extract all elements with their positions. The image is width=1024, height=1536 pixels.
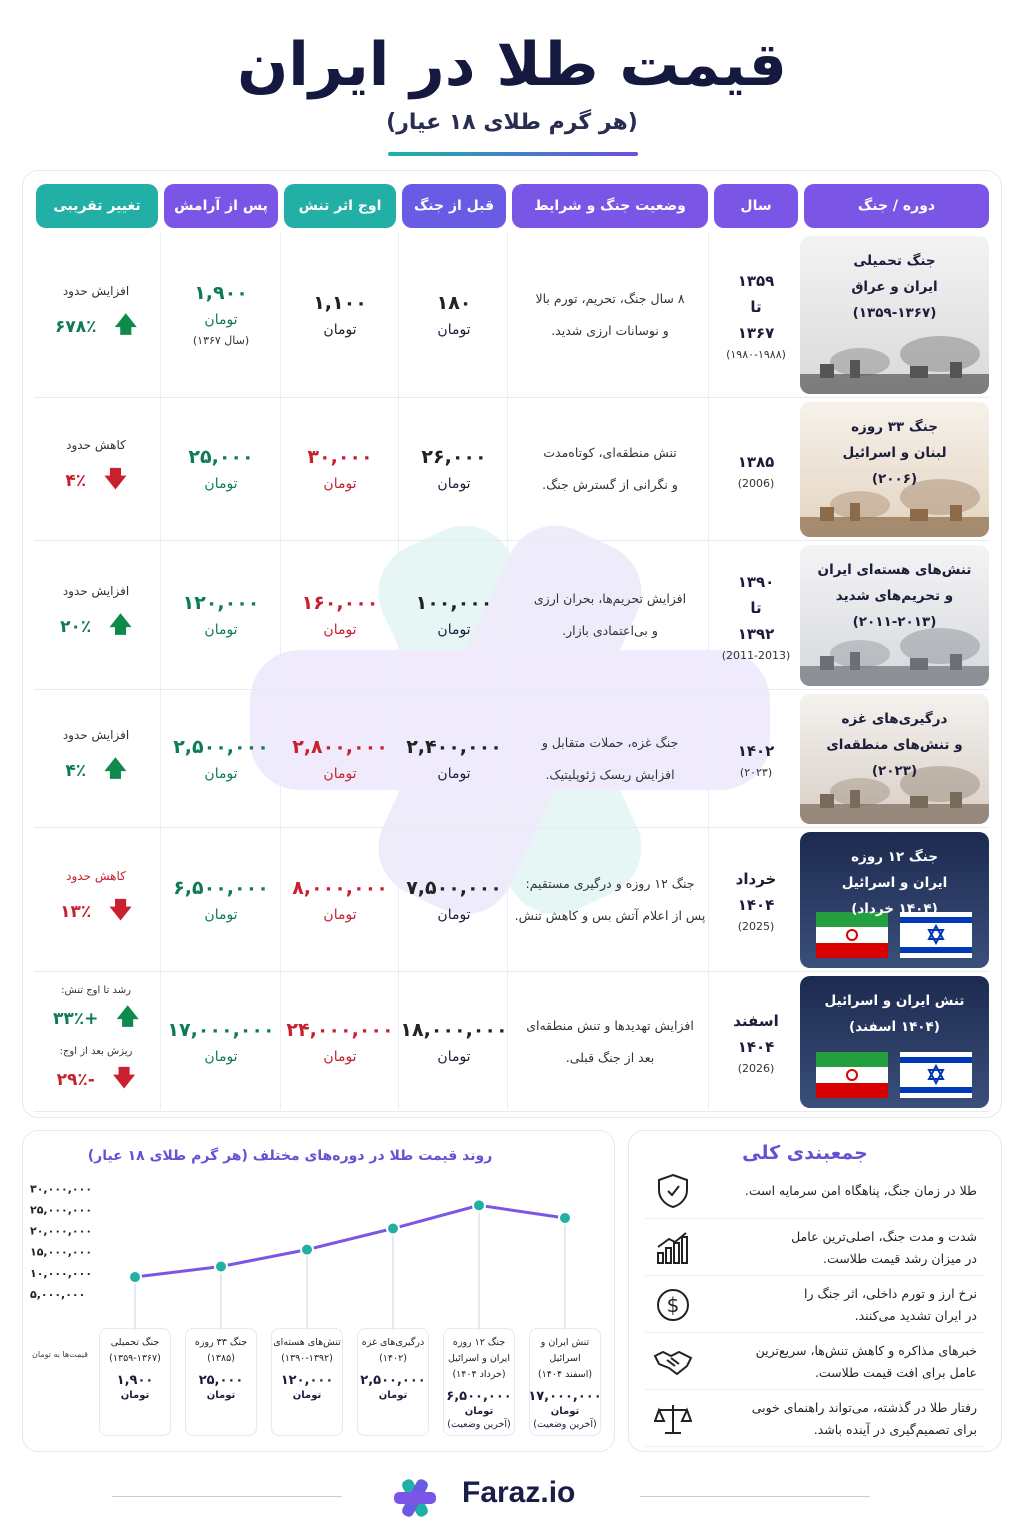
era-card [800,545,989,686]
chart-ylabel: قیمت‌ها به تومان [32,1350,88,1359]
category-unit: تومان [378,1390,408,1401]
year-gregorian: (۲۰۲۳) [739,766,773,779]
peak-price: ۱۶۰,۰۰۰ [301,592,379,614]
shield-icon [653,1171,693,1211]
faraz-logo-icon [392,1476,438,1520]
peak-price: ۳۰,۰۰۰ [307,446,373,468]
era-name: تنش ایران و اسرائیل (۱۴۰۴ اسفند) [824,993,965,1035]
scale-icon [653,1399,693,1439]
conditions-cell [512,972,708,1111]
header-change: تغییر تقریبی [36,184,158,228]
before-cell [400,398,508,540]
after-cell [162,690,280,827]
category-unit: تومان [206,1390,236,1401]
header-conditions: وضعیت جنگ و شرایط [512,184,708,228]
peak-price: ۸,۰۰۰,۰۰۰ [292,876,388,899]
category-name: تنش ایران و اسرائیل (اسفند ۱۴۰۴) [537,1337,593,1380]
conditions-text: جنگ ۱۲ روزه و درگیری مستقیم: پس از اعلام آتش بس و کاهش تنش. [514,875,706,923]
year-cell [714,690,798,827]
change-value: 🡅 ۴٪ [65,752,126,790]
table-row [34,972,989,1112]
unit-label: تومان [323,1048,357,1065]
change-label: افزایش حدود [62,727,130,742]
handshake-icon [653,1342,693,1382]
unit-label: تومان [437,765,471,782]
summary-title: جمعبندی کلی [742,1142,868,1164]
category-price: ۲۵,۰۰۰ [198,1373,244,1388]
category-name: تنش‌های هسته‌ای (۱۳۹۰-۱۳۹۲) [273,1337,341,1364]
table-row [34,690,989,828]
era-name: جنگ ۳۳ روزه لبنان و اسرائیل (۲۰۰۶) [842,419,947,487]
year-cell [714,541,798,689]
table-row [34,232,989,398]
unit-label: تومان [323,622,357,638]
era-card [800,832,989,968]
change-cell [34,232,158,397]
after-cell [162,232,280,397]
before-cell [400,232,508,397]
arrow-down-icon: 🡇 [104,467,127,492]
conditions-cell [512,690,708,827]
change-value: 🡅 +۳۳٪ [53,1000,139,1038]
summary-item [645,1391,985,1447]
year-cell [714,972,798,1111]
y-tick-label: ۳۰,۰۰۰,۰۰۰ [30,1182,93,1196]
before-cell [400,972,508,1111]
change-cell [34,398,158,540]
table-row [34,828,989,972]
category-card [99,1328,171,1436]
category-card [185,1328,257,1436]
summary-text: خبرهای مذاکره و کاهش تنش‌ها، سریع‌ترین عامل برای افت قیمت طلاست. [755,1342,977,1380]
change-cell [34,690,158,827]
arrow-up-icon: 🡅 [104,756,127,782]
conditions-cell [512,398,708,540]
category-name: درگیری‌های غزه (۱۴۰۲) [361,1337,425,1364]
category-card [271,1328,343,1436]
unit-label: تومان [204,476,238,492]
change-value: 🡇 -۲۹٪ [57,1061,136,1099]
year-gregorian: (2011-2013) [721,648,791,662]
category-card [443,1328,515,1436]
before-price: ۱۸۰ [436,291,472,314]
change-label: کاهش حدود [66,438,126,452]
header-era: دوره / جنگ [804,184,989,228]
war-scene-icon [800,334,989,394]
conditions-cell [512,828,708,971]
era-card [800,402,989,537]
era-name: جنگ ۱۲ روزه ایران و اسرائیل (۱۴۰۴ خرداد) [841,849,948,917]
peak-cell [282,828,398,971]
y-tick-label: ۱۰,۰۰۰,۰۰۰ [30,1266,93,1280]
peak-price: ۱,۱۰۰ [313,291,367,314]
era-card [800,236,989,394]
change-label: افزایش حدود [62,584,130,598]
year-value: ۱۴۰۲ [737,742,775,760]
category-name: جنگ تحمیلی (۱۳۵۹-۱۳۶۷) [109,1337,161,1364]
table-row [34,541,989,690]
before-price: ۱۸,۰۰۰,۰۰۰ [400,1018,508,1041]
category-name: جنگ ۱۲ روزه ایران و اسرائیل (خرداد ۱۴۰۴) [448,1337,510,1380]
unit-label: تومان [323,476,357,492]
arrow-up-icon: 🡅 [116,1004,140,1030]
after-price: ۱۲۰,۰۰۰ [182,592,260,614]
year-value: ۱۳۹۰ تا ۱۳۹۲ [737,572,775,643]
unit-label: تومان [204,1048,238,1065]
trend-chart [30,1170,610,1330]
footer-line [112,1496,342,1497]
arrow-down-icon: 🡇 [109,897,132,923]
peak-price: ۲۴,۰۰۰,۰۰۰ [286,1018,394,1041]
conditions-text: جنگ غزه، حملات متقابل و افزایش ریسک ژئوپلیتیک. [541,734,679,782]
svg-text:$: $ [666,1292,680,1317]
unit-label: تومان [323,906,357,923]
table-row [34,398,989,541]
unit-label: تومان [204,622,238,638]
header-peak: اوج اثر تنش [284,184,396,228]
era-card [800,694,989,824]
conditions-text: افزایش تهدیدها و تنش منطقه‌ای بعد از جنگ قبلی. [526,1017,694,1065]
war-scene-icon [800,626,989,686]
unit-label: تومان [323,765,357,782]
data-point [559,1212,571,1224]
summary-text: طلا در زمان جنگ، پناهگاه امن سرمایه است. [744,1182,977,1198]
year-gregorian: (2025) [737,920,775,933]
arrow-up-icon: 🡅 [114,312,138,338]
summary-item [645,1277,985,1333]
footer-line [640,1496,870,1497]
category-price: ۱۲۰,۰۰۰ [280,1373,334,1388]
category-price: ۱۷,۰۰۰,۰۰۰ [528,1389,602,1404]
summary-text: رفتار طلا در گذشته، می‌تواند راهنمای خوبی برای تصمیم‌گیری در آینده باشد. [751,1399,977,1437]
era-name: تنش‌های هسته‌ای ایران و تحریم‌های شدید (۲۰۱۱-۲۰۱۳) [817,562,972,630]
chart-title: روند قیمت طلا در دوره‌های مختلف (هر گرم طلای ۱۸ عیار) [87,1148,493,1164]
year-value: خرداد ۱۴۰۴ [735,870,777,914]
category-card [529,1328,601,1436]
year-cell [714,398,798,540]
y-tick-label: ۲۰,۰۰۰,۰۰۰ [30,1224,93,1238]
category-unit: تومان [120,1390,150,1401]
year-cell [714,828,798,971]
category-unit: تومان [550,1406,580,1417]
change-value: 🡅 ۶۷۸٪ [55,308,137,346]
peak-cell [282,232,398,397]
year-value: اسفند ۱۴۰۴ [733,1012,779,1056]
unit-label: تومان [437,906,471,923]
change-value: 🡅 ۲۰٪ [60,608,132,646]
conditions-cell [512,541,708,689]
era-card [800,976,989,1108]
year-gregorian: (2026) [737,1062,775,1075]
change-label: ریزش بعد از اوج: [59,1045,133,1057]
summary-item [645,1163,985,1219]
unit-label: تومان [204,765,238,782]
page-subtitle: (هر گرم طلای ۱۸ عیار) [386,110,638,135]
category-price: ۶,۵۰۰,۰۰۰ [446,1389,512,1404]
change-cell [34,972,158,1111]
header-after: پس از آرامش [164,184,278,228]
category-price: ۱,۹۰۰ [116,1373,154,1388]
year-value: ۱۳۵۹ تا ۱۳۶۷ [737,272,775,342]
unit-label: تومان [437,321,471,338]
change-label: کاهش حدود [66,868,126,883]
arrow-down-icon: 🡇 [112,1065,136,1091]
peak-cell [282,972,398,1111]
before-price: ۷,۵۰۰,۰۰۰ [406,876,502,899]
summary-item [645,1220,985,1276]
y-tick-label: ۱۵,۰۰۰,۰۰۰ [30,1245,93,1259]
year-cell [714,232,798,397]
title-underline [388,152,638,156]
change-value: 🡇 ۴٪ [65,462,126,500]
unit-label: تومان [204,312,238,328]
flags-icon [800,1038,989,1108]
y-tick-label: ۵,۰۰۰,۰۰۰ [30,1287,86,1301]
change-value: 🡇 ۱۳٪ [60,893,132,931]
after-cell [162,541,280,689]
peak-cell [282,541,398,689]
category-note: (آخرین وضعیت) [533,1419,597,1430]
unit-label: تومان [437,476,471,492]
category-unit: تومان [464,1406,494,1417]
dollar-icon [653,1285,693,1325]
category-note: (آخرین وضعیت) [447,1419,511,1430]
after-note: (سال ۱۳۶۷) [192,334,250,347]
y-tick-label: ۲۵,۰۰۰,۰۰۰ [30,1203,93,1217]
after-price: ۲,۵۰۰,۰۰۰ [173,735,269,758]
data-point [473,1199,485,1211]
unit-label: تومان [204,906,238,923]
category-card [357,1328,429,1436]
unit-label: تومان [437,1048,471,1065]
after-cell [162,972,280,1111]
unit-label: تومان [323,321,357,338]
data-point [129,1271,141,1283]
change-label: رشد تا اوج تنش: [61,984,131,996]
unit-label: تومان [437,622,471,638]
peak-price: ۲,۸۰۰,۰۰۰ [292,735,388,758]
header-year: سال [714,184,798,228]
data-point [301,1244,313,1256]
category-unit: تومان [292,1390,322,1401]
before-price: ۲۶,۰۰۰ [421,446,487,468]
before-cell [400,541,508,689]
before-cell [400,690,508,827]
summary-text: شدت و مدت جنگ، اصلی‌ترین عامل در میزان رشد قیمت طلاست. [791,1228,977,1266]
change-cell [34,828,158,971]
conditions-text: ۸ سال جنگ، تحریم، تورم بالا و نوسانات ارزی شدید. [535,290,685,338]
page-title: قیمت طلا در ایران [237,30,787,100]
conditions-text: تنش منطقه‌ای، کوتاه‌مدت و نگرانی از گسترش جنگ. [542,445,678,492]
year-value: ۱۳۸۵ [737,452,775,471]
after-price: ۱,۹۰۰ [194,282,248,304]
after-cell [162,828,280,971]
before-price: ۲,۴۰۰,۰۰۰ [406,735,502,758]
change-cell [34,541,158,689]
change-label: افزایش حدود [62,283,130,298]
footer-brand: Faraz.io [462,1476,576,1509]
data-point [215,1260,227,1272]
category-price: ۲,۵۰۰,۰۰۰ [360,1373,426,1388]
era-name: درگیری‌های غزه و تنش‌های منطقه‌ای (۲۰۲۳) [826,711,963,779]
peak-cell [282,690,398,827]
peak-cell [282,398,398,540]
after-price: ۶,۵۰۰,۰۰۰ [173,876,269,899]
category-name: جنگ ۳۳ روزه (۱۳۸۵) [194,1337,248,1364]
before-price: ۱۰۰,۰۰۰ [415,592,493,614]
after-cell [162,398,280,540]
after-price: ۱۷,۰۰۰,۰۰۰ [167,1018,275,1041]
summary-text: نرخ ارز و تورم داخلی، اثر جنگ را در ایران تشدید می‌کنند. [804,1285,977,1323]
header-before: قبل از جنگ [402,184,506,228]
after-price: ۲۵,۰۰۰ [188,446,254,468]
year-gregorian: (2006) [737,476,775,490]
before-cell [400,828,508,971]
arrow-up-icon: 🡅 [109,613,132,638]
conditions-cell [512,232,708,397]
growth-chart-icon [653,1228,693,1268]
series-line [135,1205,565,1277]
data-point [387,1223,399,1235]
year-gregorian: (۱۹۸۰-۱۹۸۸) [726,348,786,361]
conditions-text: افزایش تحریم‌ها، بحران ارزی و بی‌اعتمادی بازار. [533,591,687,638]
era-name: جنگ تحمیلی ایران و عراق (۱۳۵۹-۱۳۶۷) [851,253,938,321]
summary-item [645,1334,985,1390]
